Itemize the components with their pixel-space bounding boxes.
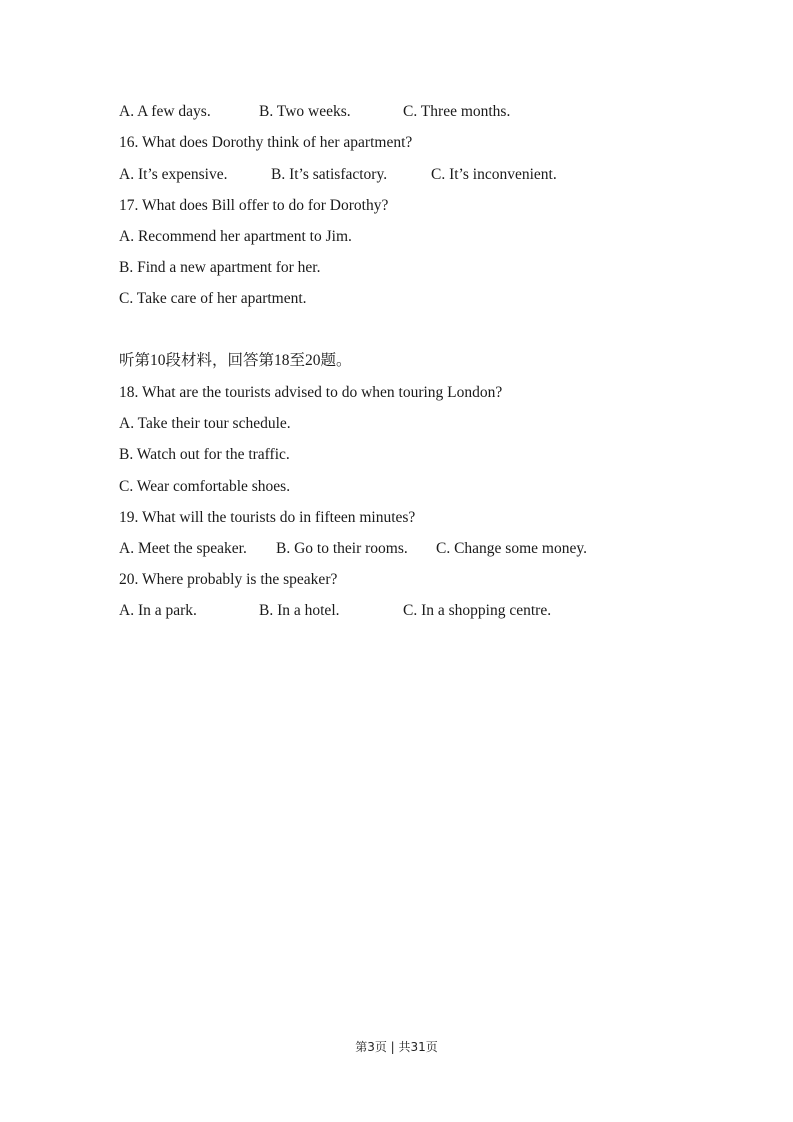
q15-option-b: B. Two weeks. bbox=[259, 103, 351, 120]
section-heading: 听第10段材料，回答第18至20题。 bbox=[119, 352, 352, 369]
q20-option-c: C. In a shopping centre. bbox=[403, 602, 552, 619]
question-16: 16. What does Dorothy think of her apartment? bbox=[119, 134, 413, 151]
q15-option-a: A. A few days. bbox=[119, 103, 211, 120]
q17-option-c: C. Take care of her apartment. bbox=[119, 290, 307, 307]
q18-option-b: B. Watch out for the traffic. bbox=[119, 446, 290, 463]
question-19: 19. What will the tourists do in fifteen minutes? bbox=[119, 509, 416, 526]
q20-option-a: A. In a park. bbox=[119, 602, 197, 619]
q16-option-a: A. It’s expensive. bbox=[119, 166, 228, 183]
q19-option-a: A. Meet the speaker. bbox=[119, 540, 247, 557]
question-18: 18. What are the tourists advised to do when touring London? bbox=[119, 384, 503, 401]
question-17: 17. What does Bill offer to do for Dorothy? bbox=[119, 197, 389, 214]
question-20: 20. Where probably is the speaker? bbox=[119, 571, 338, 588]
q17-option-a: A. Recommend her apartment to Jim. bbox=[119, 228, 352, 245]
q15-option-c: C. Three months. bbox=[403, 103, 511, 120]
q17-option-b: B. Find a new apartment for her. bbox=[119, 259, 321, 276]
q19-option-b: B. Go to their rooms. bbox=[276, 540, 408, 557]
q16-option-c: C. It’s inconvenient. bbox=[431, 166, 557, 183]
q19-option-c: C. Change some money. bbox=[436, 540, 587, 557]
page-footer: 第3页 | 共31页 bbox=[355, 1040, 438, 1054]
q16-option-b: B. It’s satisfactory. bbox=[271, 166, 388, 183]
q18-option-c: C. Wear comfortable shoes. bbox=[119, 478, 291, 495]
q18-option-a: A. Take their tour schedule. bbox=[119, 415, 291, 432]
q20-option-b: B. In a hotel. bbox=[259, 602, 340, 619]
